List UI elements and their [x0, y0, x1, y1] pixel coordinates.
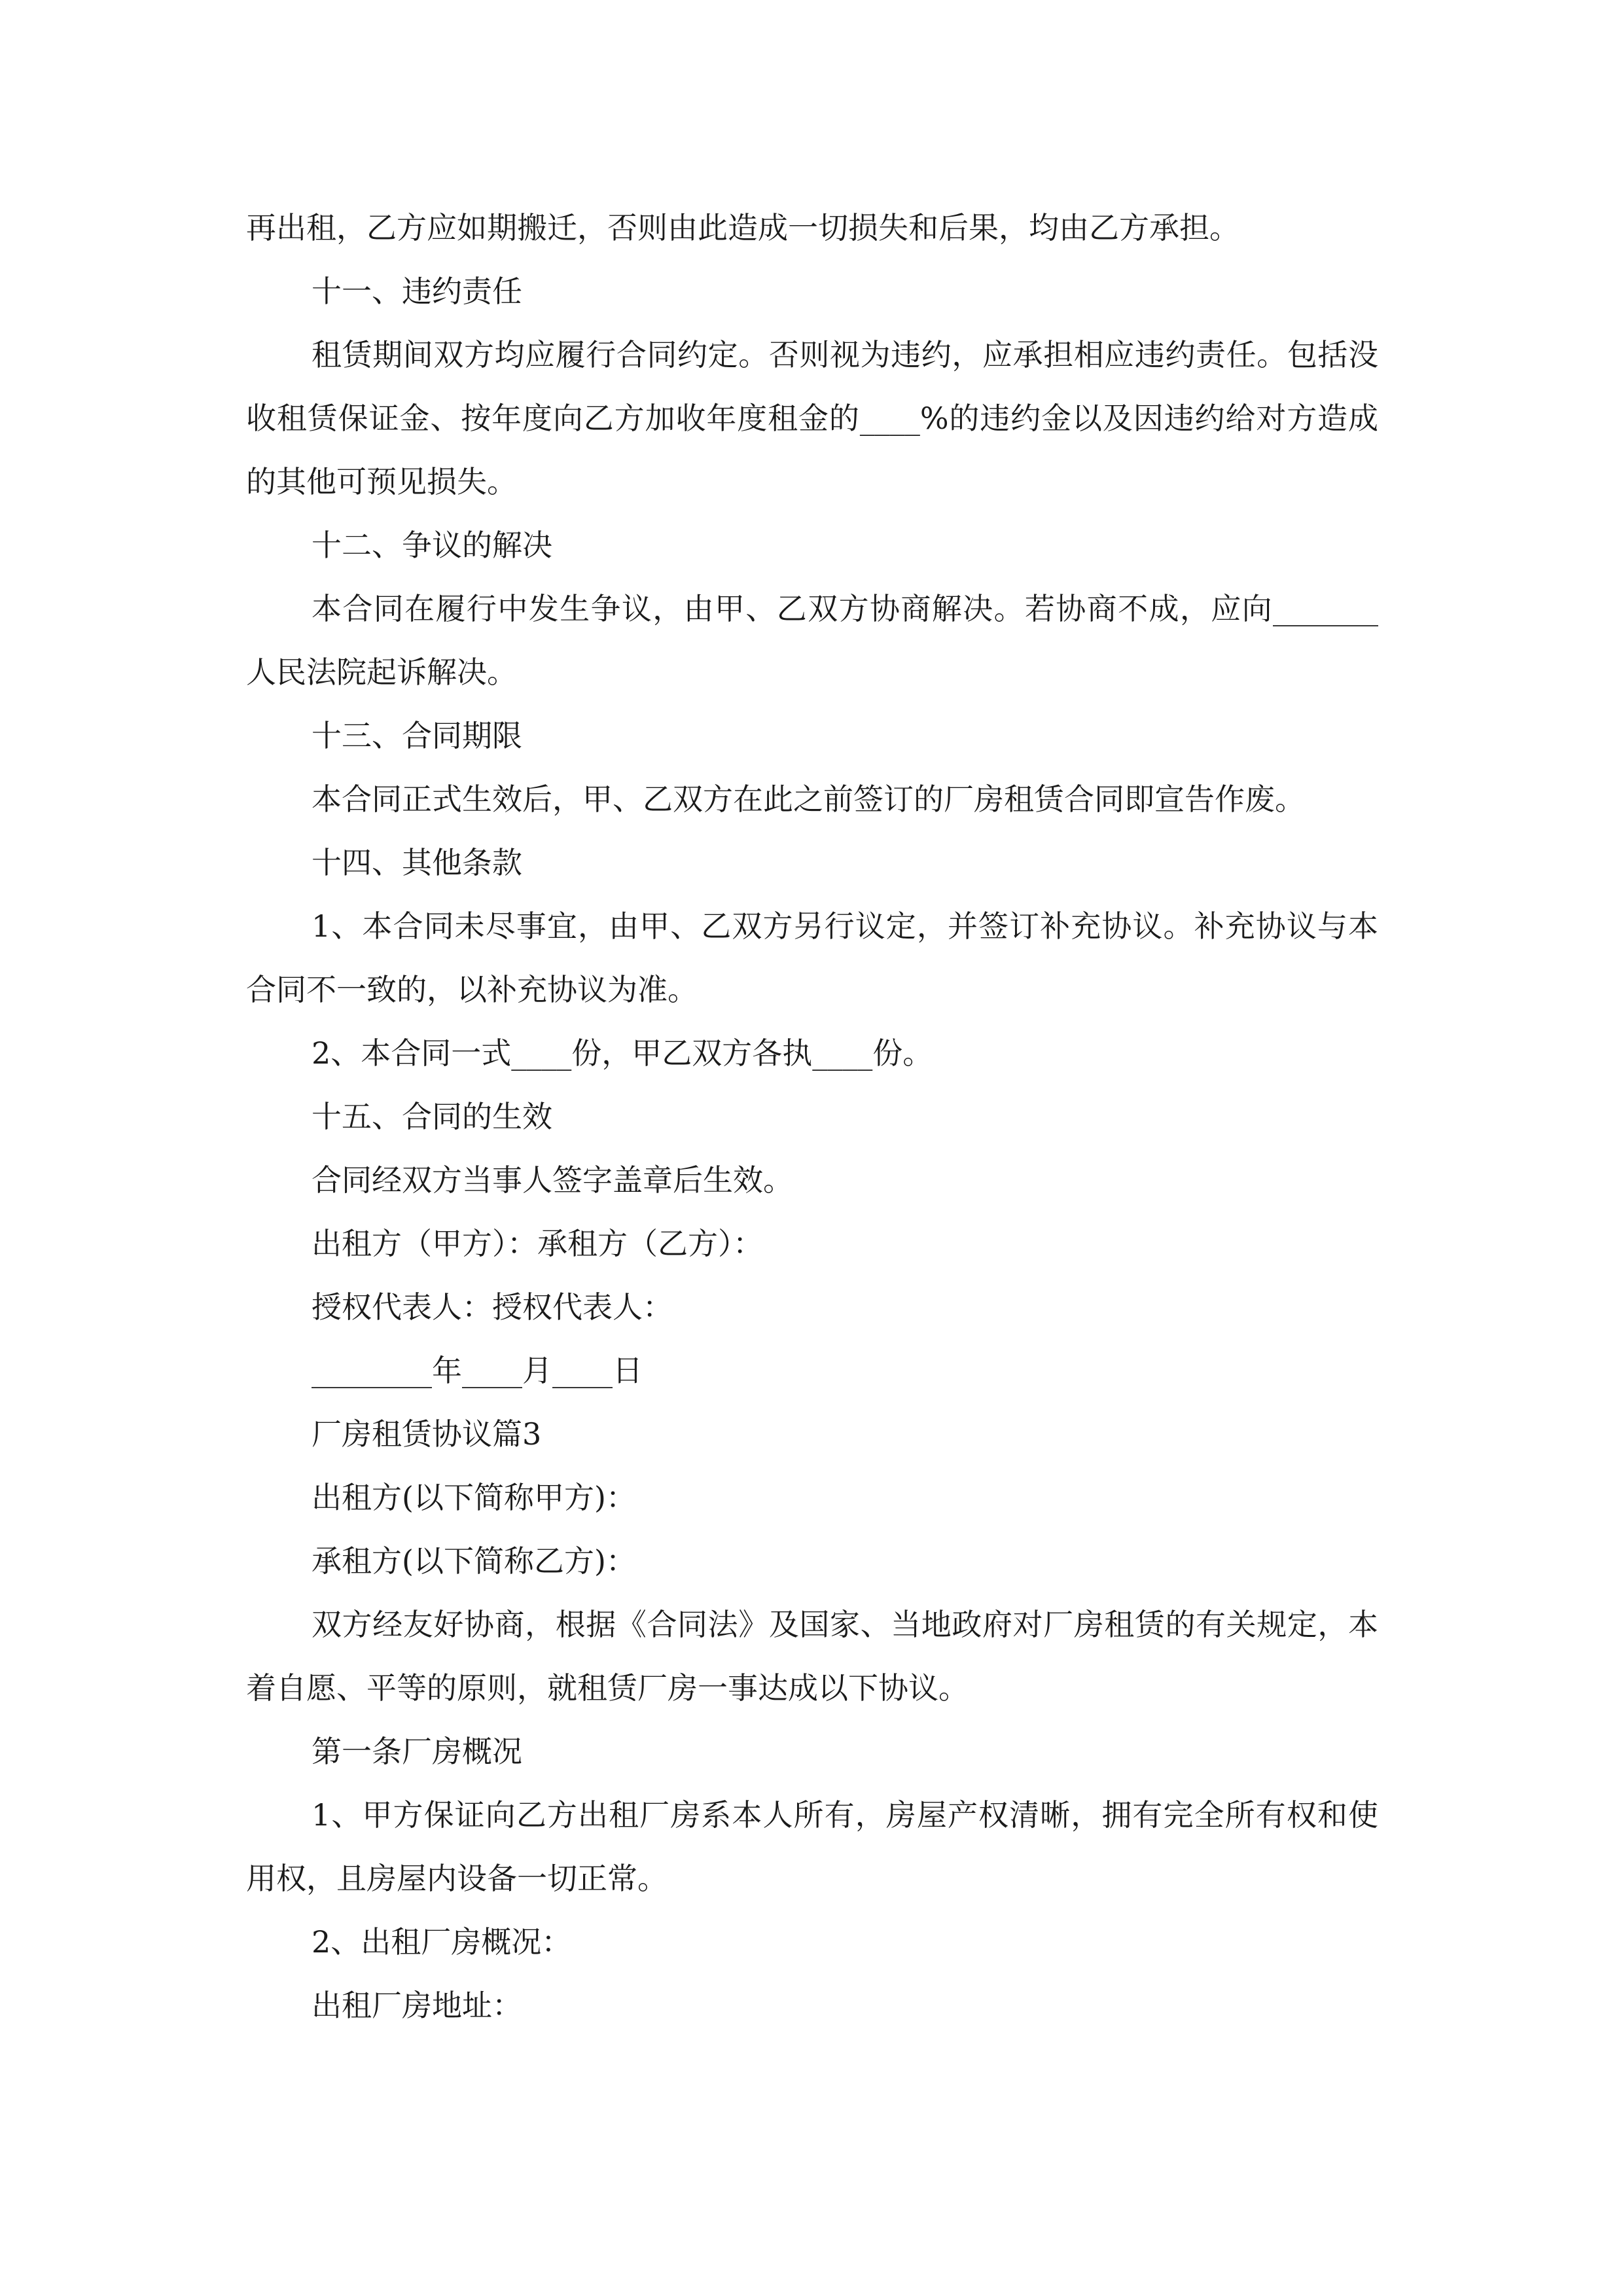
paragraph: 2、本合同一式____份，甲乙双方各执____份。: [312, 1035, 933, 1071]
paragraph: 本合同正式生效后，甲、乙双方在此之前签订的厂房租赁合同即宣告作废。: [312, 781, 1305, 817]
section-heading: 十二、争议的解决: [312, 528, 552, 563]
section-heading: 十四、其他条款: [312, 845, 522, 880]
document-subtitle: 厂房租赁协议篇3: [312, 1416, 542, 1452]
paragraph: 租赁期间双方均应履行合同约定。否则视为违约，应承担相应违约责任。包括没收租赁保证金、按年度向乙方加收年度租金的____%的违约金以及因违约给对方造成的其他可预见损失。: [246, 337, 1378, 499]
signature-date-line: ________年____月____日: [312, 1353, 643, 1388]
section-heading: 十三、合同期限: [312, 718, 522, 753]
paragraph: 1、本合同未尽事宜，由甲、乙双方另行议定，并签订补充协议。补充协议与本合同不一致的，以补充协议为准。: [246, 908, 1378, 1007]
paragraph: 再出租，乙方应如期搬迁，否则由此造成一切损失和后果，均由乙方承担。: [246, 210, 1240, 245]
section-heading: 第一条厂房概况: [312, 1734, 522, 1769]
paragraph: 出租方(以下简称甲方)：: [312, 1480, 636, 1515]
paragraph: 合同经双方当事人签字盖章后生效。: [312, 1162, 793, 1198]
document-body: [246, 196, 1378, 2037]
paragraph: 出租厂房地址：: [312, 1988, 522, 2023]
section-heading: 十一、违约责任: [312, 274, 522, 309]
paragraph: 双方经友好协商，根据《合同法》及国家、当地政府对厂房租赁的有关规定，本着自愿、平等的原则，就租赁厂房一事达成以下协议。: [246, 1607, 1378, 1706]
paragraph: 本合同在履行中发生争议，由甲、乙双方协商解决。若协商不成，应向_______人民法院起诉解决。: [246, 591, 1378, 690]
paragraph: 承租方(以下简称乙方)：: [312, 1543, 636, 1579]
paragraph: 1、甲方保证向乙方出租厂房系本人所有，房屋产权清晰，拥有完全所有权和使用权，且房屋内设备一切正常。: [246, 1797, 1378, 1896]
paragraph: 2、出租厂房概况：: [312, 1924, 572, 1960]
signature-representatives-line: 授权代表人：授权代表人：: [312, 1289, 673, 1325]
section-heading: 十五、合同的生效: [312, 1099, 552, 1134]
signature-parties-line: 出租方（甲方）：承租方（乙方）：: [312, 1226, 763, 1261]
